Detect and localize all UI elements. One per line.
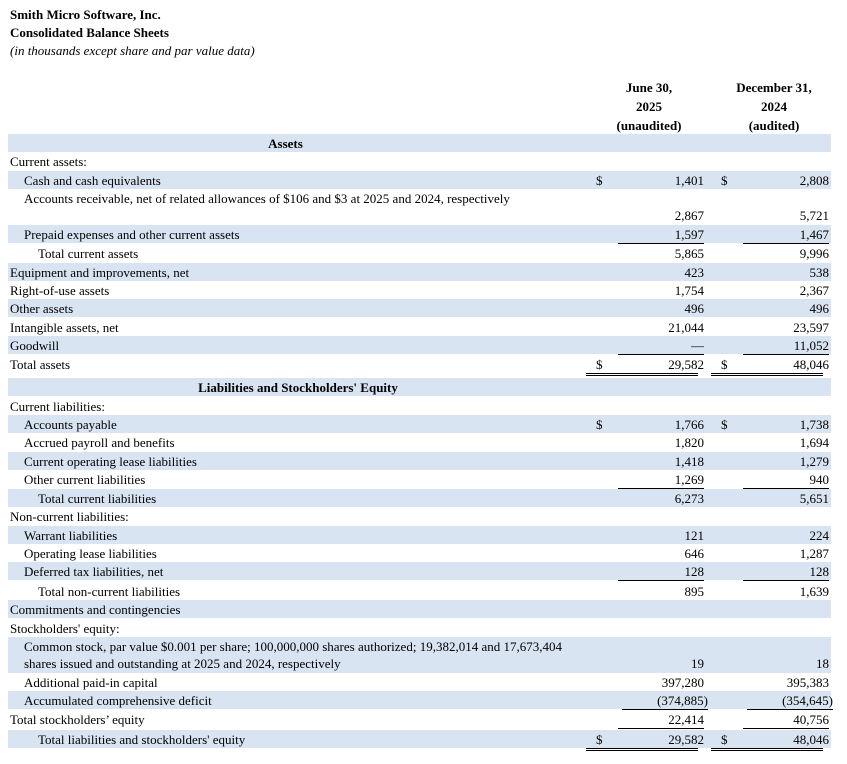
table-row bbox=[8, 470, 831, 488]
row-label: Prepaid expenses and other current assets bbox=[24, 227, 240, 242]
company-name: Smith Micro Software, Inc. bbox=[10, 7, 161, 22]
currency-symbol: $ bbox=[596, 732, 603, 747]
value-2025: 29,582 bbox=[668, 357, 704, 372]
currency-symbol: $ bbox=[596, 173, 603, 188]
table-row bbox=[8, 244, 831, 262]
value-2024: 18 bbox=[816, 656, 829, 671]
table-row bbox=[8, 189, 831, 225]
value-2024: 395,383 bbox=[786, 675, 829, 690]
row-label: Accounts receivable, net of related allowances of $106 and $3 at 2025 and 2024, respectively bbox=[24, 191, 510, 206]
value-2025: 1,766 bbox=[674, 417, 704, 432]
column-heading-line: 2024 bbox=[761, 99, 787, 114]
row-label: Warrant liabilities bbox=[24, 528, 118, 543]
value-2025: 121 bbox=[684, 528, 704, 543]
value-2024: 23,597 bbox=[793, 320, 829, 335]
value-2024: 940 bbox=[743, 471, 829, 489]
table-row bbox=[8, 355, 831, 373]
section-heading-row bbox=[8, 134, 831, 152]
value-2025: 1,754 bbox=[674, 283, 704, 298]
column-heading-june-2025 bbox=[594, 78, 704, 137]
value-2024: 1,279 bbox=[799, 454, 829, 469]
value-2024: 2,367 bbox=[799, 283, 829, 298]
table-row bbox=[8, 263, 831, 281]
double-underline bbox=[586, 748, 698, 751]
row-label: Commitments and contingencies bbox=[10, 602, 181, 617]
table-row bbox=[8, 637, 831, 673]
value-2024: 40,756 bbox=[743, 711, 829, 729]
row-label: Goodwill bbox=[10, 338, 60, 353]
table-row bbox=[8, 544, 831, 562]
value-2025: 2,867 bbox=[674, 208, 704, 223]
table-row bbox=[8, 415, 831, 433]
row-label: Equipment and improvements, net bbox=[10, 265, 190, 280]
value-2024: 128 bbox=[743, 563, 829, 581]
table-row bbox=[8, 619, 831, 637]
currency-symbol: $ bbox=[721, 357, 728, 372]
table-row bbox=[8, 691, 831, 709]
value-2024: 1,287 bbox=[799, 546, 829, 561]
value-2025: 496 bbox=[684, 301, 704, 316]
row-label: Common stock, par value $0.001 per share; 100,000,000 shares authorized; 19,382,014 and 17,673,404 shares issued and outstanding at 2025 and 2024, respectively bbox=[24, 639, 562, 671]
table-row bbox=[8, 336, 831, 354]
table-row bbox=[8, 582, 831, 600]
value-2025: 21,044 bbox=[668, 320, 704, 335]
value-2025: 423 bbox=[684, 265, 704, 280]
currency-symbol: $ bbox=[721, 417, 728, 432]
value-2025: 29,582 bbox=[668, 732, 704, 747]
value-2025: — bbox=[618, 337, 704, 355]
currency-symbol: $ bbox=[721, 173, 728, 188]
row-label: Current assets: bbox=[10, 154, 87, 169]
row-label: Stockholders' equity: bbox=[10, 621, 120, 636]
row-label: Total current assets bbox=[38, 246, 139, 261]
table-row bbox=[8, 318, 831, 336]
value-2025: 1,418 bbox=[674, 454, 704, 469]
table-row bbox=[8, 433, 831, 451]
double-underline bbox=[586, 373, 698, 376]
table-row bbox=[8, 281, 831, 299]
table-row bbox=[8, 452, 831, 470]
value-2024: 1,694 bbox=[799, 435, 829, 450]
double-underline bbox=[711, 748, 823, 751]
column-heading-line: (audited) bbox=[719, 116, 829, 137]
currency-symbol: $ bbox=[721, 732, 728, 747]
row-label: Other current liabilities bbox=[24, 472, 146, 487]
value-2024: 1,738 bbox=[799, 417, 829, 432]
value-2025: 1,820 bbox=[674, 435, 704, 450]
value-2025: 5,865 bbox=[674, 246, 704, 261]
row-label: Total stockholders’ equity bbox=[10, 712, 145, 727]
value-2024: 224 bbox=[809, 528, 829, 543]
table-row bbox=[8, 152, 831, 170]
row-label: Accumulated comprehensive deficit bbox=[24, 693, 212, 708]
column-heading-line: December 31, bbox=[736, 80, 812, 95]
table-row bbox=[8, 673, 831, 691]
table-row bbox=[8, 299, 831, 317]
value-2024: 2,808 bbox=[799, 173, 829, 188]
section-heading-row bbox=[8, 378, 831, 396]
row-label: Current operating lease liabilities bbox=[24, 454, 197, 469]
statement-title: Consolidated Balance Sheets bbox=[10, 25, 169, 40]
currency-symbol: $ bbox=[596, 357, 603, 372]
table-row bbox=[8, 171, 831, 189]
value-2024: 1,467 bbox=[743, 226, 829, 244]
table-row bbox=[8, 225, 831, 243]
value-2024: 48,046 bbox=[793, 732, 829, 747]
value-2025: 1,269 bbox=[618, 471, 704, 489]
value-2025: 646 bbox=[684, 546, 704, 561]
value-2024: 1,639 bbox=[799, 584, 829, 599]
value-2025: 128 bbox=[618, 563, 704, 581]
value-2024: 5,721 bbox=[799, 208, 829, 223]
row-label: Intangible assets, net bbox=[10, 320, 119, 335]
row-label: Cash and cash equivalents bbox=[24, 173, 161, 188]
column-heading-line: (unaudited) bbox=[594, 116, 704, 137]
row-label: Total current liabilities bbox=[38, 491, 157, 506]
row-label: Accounts payable bbox=[24, 417, 117, 432]
column-heading-december-2024 bbox=[719, 78, 829, 137]
row-label: Right-of-use assets bbox=[10, 283, 110, 298]
value-2025: 19 bbox=[691, 656, 704, 671]
value-2024: 496 bbox=[809, 301, 829, 316]
row-label: Operating lease liabilities bbox=[24, 546, 157, 561]
table-row bbox=[8, 526, 831, 544]
table-row bbox=[8, 489, 831, 507]
value-2025: (374,885) bbox=[622, 692, 708, 710]
row-label: Non-current liabilities: bbox=[10, 509, 129, 524]
value-2024: 5,651 bbox=[799, 491, 829, 506]
table-row bbox=[8, 562, 831, 580]
row-label: Total non-current liabilities bbox=[38, 584, 181, 599]
value-2024: 11,052 bbox=[743, 337, 829, 355]
value-2025: 22,414 bbox=[618, 711, 704, 729]
table-row bbox=[8, 600, 831, 618]
row-label: Total assets bbox=[10, 357, 71, 372]
value-2024: 9,996 bbox=[799, 246, 829, 261]
value-2025: 1,401 bbox=[674, 173, 704, 188]
table-row bbox=[8, 730, 831, 748]
table-row bbox=[8, 507, 831, 525]
units-note: (in thousands except share and par value data) bbox=[10, 43, 255, 58]
value-2025: 6,273 bbox=[674, 491, 704, 506]
double-underline bbox=[711, 373, 823, 376]
column-heading-line: 2025 bbox=[636, 99, 662, 114]
row-label: Deferred tax liabilities, net bbox=[24, 564, 164, 579]
row-label: Additional paid-in capital bbox=[24, 675, 158, 690]
value-2025: 1,597 bbox=[618, 226, 704, 244]
value-2025: 895 bbox=[684, 584, 704, 599]
row-label: Accrued payroll and benefits bbox=[24, 435, 175, 450]
currency-symbol: $ bbox=[596, 417, 603, 432]
section-heading-assets: Assets bbox=[268, 136, 303, 151]
row-label: Total liabilities and stockholders' equity bbox=[38, 732, 246, 747]
value-2024: 48,046 bbox=[793, 357, 829, 372]
row-label: Current liabilities: bbox=[10, 399, 105, 414]
column-heading-line: June 30, bbox=[625, 80, 673, 95]
table-row bbox=[8, 710, 831, 728]
section-heading-liabilities: Liabilities and Stockholders' Equity bbox=[198, 380, 398, 395]
value-2024: 538 bbox=[809, 265, 829, 280]
table-row bbox=[8, 397, 831, 415]
row-label: Other assets bbox=[10, 301, 74, 316]
value-2024: (354,645) bbox=[747, 692, 833, 710]
value-2025: 397,280 bbox=[661, 675, 704, 690]
